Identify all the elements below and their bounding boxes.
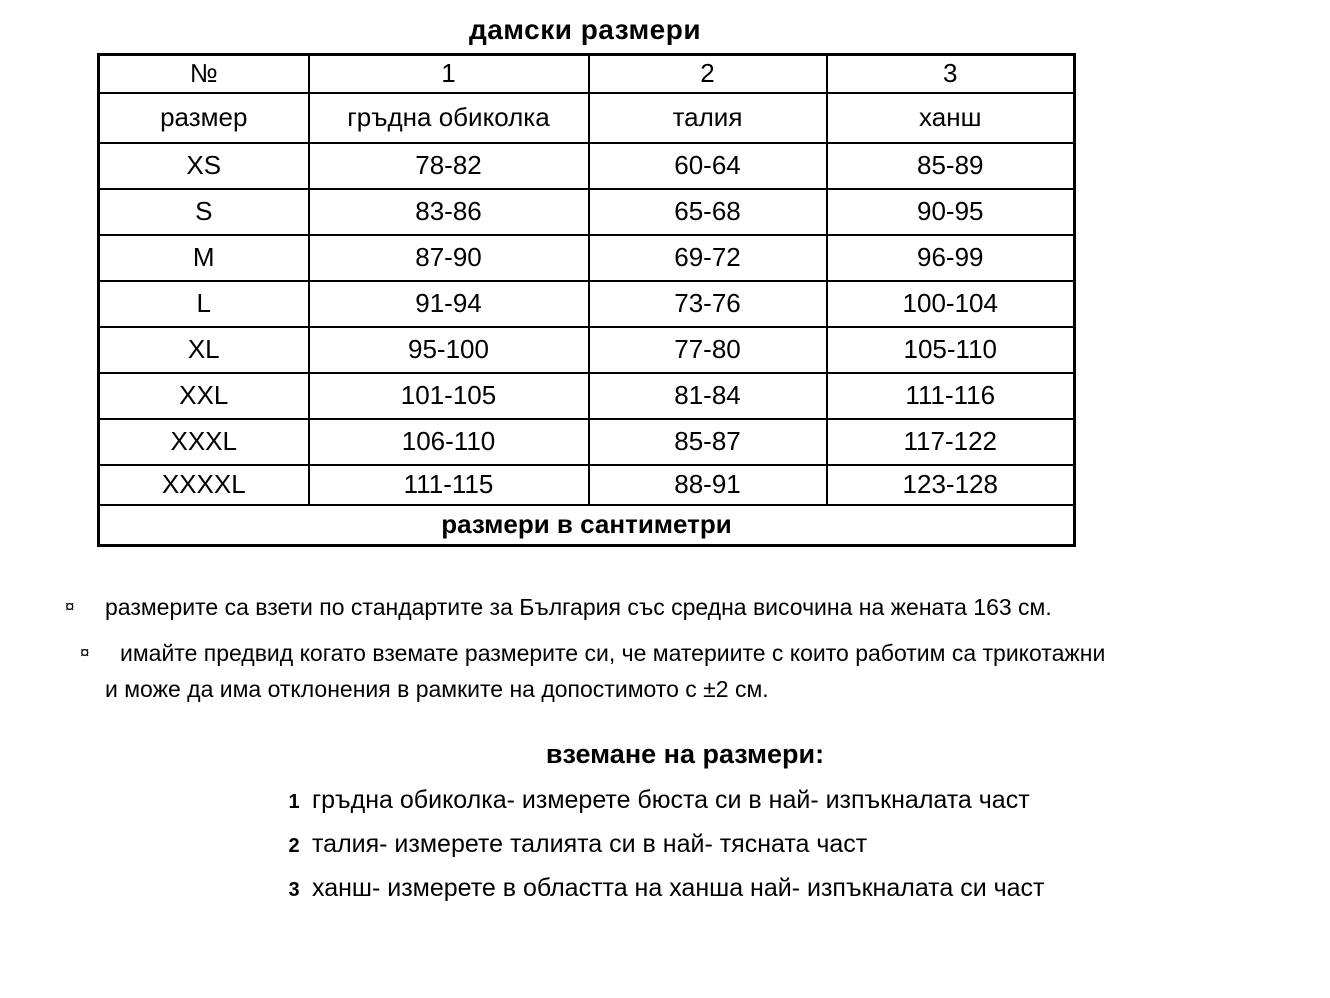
col-label-waist: талия bbox=[589, 93, 827, 143]
item-number: 3 bbox=[288, 879, 300, 901]
cell-hips: 85-89 bbox=[827, 143, 1075, 189]
cell-hips: 96-99 bbox=[827, 235, 1075, 281]
cell-chest: 91-94 bbox=[309, 281, 589, 327]
measuring-item-hips bbox=[285, 867, 1044, 911]
size-table-body bbox=[99, 143, 1075, 505]
measuring-section-title: вземане на размери: bbox=[545, 739, 825, 769]
size-table bbox=[97, 53, 1076, 547]
table-row-xs bbox=[99, 143, 1075, 189]
cell-size: S bbox=[99, 189, 309, 235]
cell-hips: 90-95 bbox=[827, 189, 1075, 235]
measuring-item-chest bbox=[285, 779, 1044, 823]
table-row-s bbox=[99, 189, 1075, 235]
table-row-xl bbox=[99, 327, 1075, 373]
cell-size: M bbox=[99, 235, 309, 281]
cell-size: L bbox=[99, 281, 309, 327]
table-footer-label: размери в сантиметри bbox=[99, 505, 1075, 546]
notes-section bbox=[0, 592, 1330, 707]
col-label-size: размер bbox=[99, 93, 309, 143]
col-header-1: 1 bbox=[309, 55, 589, 93]
currency-bullet-icon: ¤ bbox=[65, 597, 75, 616]
note-text-line-2: и може да има отклонения в рамките на допостимото с ±2 см. bbox=[105, 676, 769, 702]
cell-size: XS bbox=[99, 143, 309, 189]
table-row-xxxxl bbox=[99, 465, 1075, 505]
cell-waist: 85-87 bbox=[589, 419, 827, 465]
cell-size: XL bbox=[99, 327, 309, 373]
cell-waist: 69-72 bbox=[589, 235, 827, 281]
table-row-column-labels bbox=[99, 93, 1075, 143]
cell-hips: 123-128 bbox=[827, 465, 1075, 505]
cell-hips: 111-116 bbox=[827, 373, 1075, 419]
note-text: размерите са взети по стандартите за България със средна височина на жената 163 см. bbox=[105, 594, 1052, 620]
note-item-tolerance bbox=[0, 635, 1330, 707]
table-footer-row bbox=[99, 505, 1075, 546]
cell-chest: 101-105 bbox=[309, 373, 589, 419]
col-label-hips: ханш bbox=[827, 93, 1075, 143]
item-number: 1 bbox=[288, 791, 300, 813]
cell-size: XXL bbox=[99, 373, 309, 419]
item-number: 2 bbox=[288, 835, 300, 857]
col-header-no: № bbox=[99, 55, 309, 93]
cell-size: XXXL bbox=[99, 419, 309, 465]
cell-size: XXXXL bbox=[99, 465, 309, 505]
note-item-standards bbox=[0, 592, 1330, 622]
currency-bullet-icon: ¤ bbox=[80, 643, 90, 662]
note-text-line-1: имайте предвид когато вземате размерите си, че материите с които работим са трикотажни bbox=[120, 640, 1106, 666]
table-row-column-numbers bbox=[99, 55, 1075, 93]
cell-hips: 105-110 bbox=[827, 327, 1075, 373]
cell-chest: 111-115 bbox=[309, 465, 589, 505]
col-header-2: 2 bbox=[589, 55, 827, 93]
col-label-chest: гръдна обиколка bbox=[309, 93, 589, 143]
cell-hips: 100-104 bbox=[827, 281, 1075, 327]
measuring-item-waist bbox=[285, 823, 1044, 867]
cell-chest: 87-90 bbox=[309, 235, 589, 281]
cell-chest: 83-86 bbox=[309, 189, 589, 235]
cell-waist: 73-76 bbox=[589, 281, 827, 327]
cell-waist: 60-64 bbox=[589, 143, 827, 189]
cell-chest: 95-100 bbox=[309, 327, 589, 373]
item-text: талия- измерете талията си в най- тясната част bbox=[312, 830, 868, 858]
item-text: гръдна обиколка- измерете бюста си в най- изпъкналата част bbox=[312, 786, 1030, 814]
table-row-xxxl bbox=[99, 419, 1075, 465]
cell-waist: 65-68 bbox=[589, 189, 827, 235]
cell-hips: 117-122 bbox=[827, 419, 1075, 465]
table-row-m bbox=[99, 235, 1075, 281]
measuring-instructions-list bbox=[285, 779, 1044, 911]
cell-waist: 81-84 bbox=[589, 373, 827, 419]
cell-chest: 106-110 bbox=[309, 419, 589, 465]
cell-waist: 77-80 bbox=[589, 327, 827, 373]
cell-waist: 88-91 bbox=[589, 465, 827, 505]
cell-chest: 78-82 bbox=[309, 143, 589, 189]
table-row-xxl bbox=[99, 373, 1075, 419]
item-text: ханш- измерете в областта на ханша най- изпъкналата си част bbox=[312, 874, 1045, 902]
page-title: дамски размери bbox=[468, 14, 702, 45]
table-row-l bbox=[99, 281, 1075, 327]
col-header-3: 3 bbox=[827, 55, 1075, 93]
